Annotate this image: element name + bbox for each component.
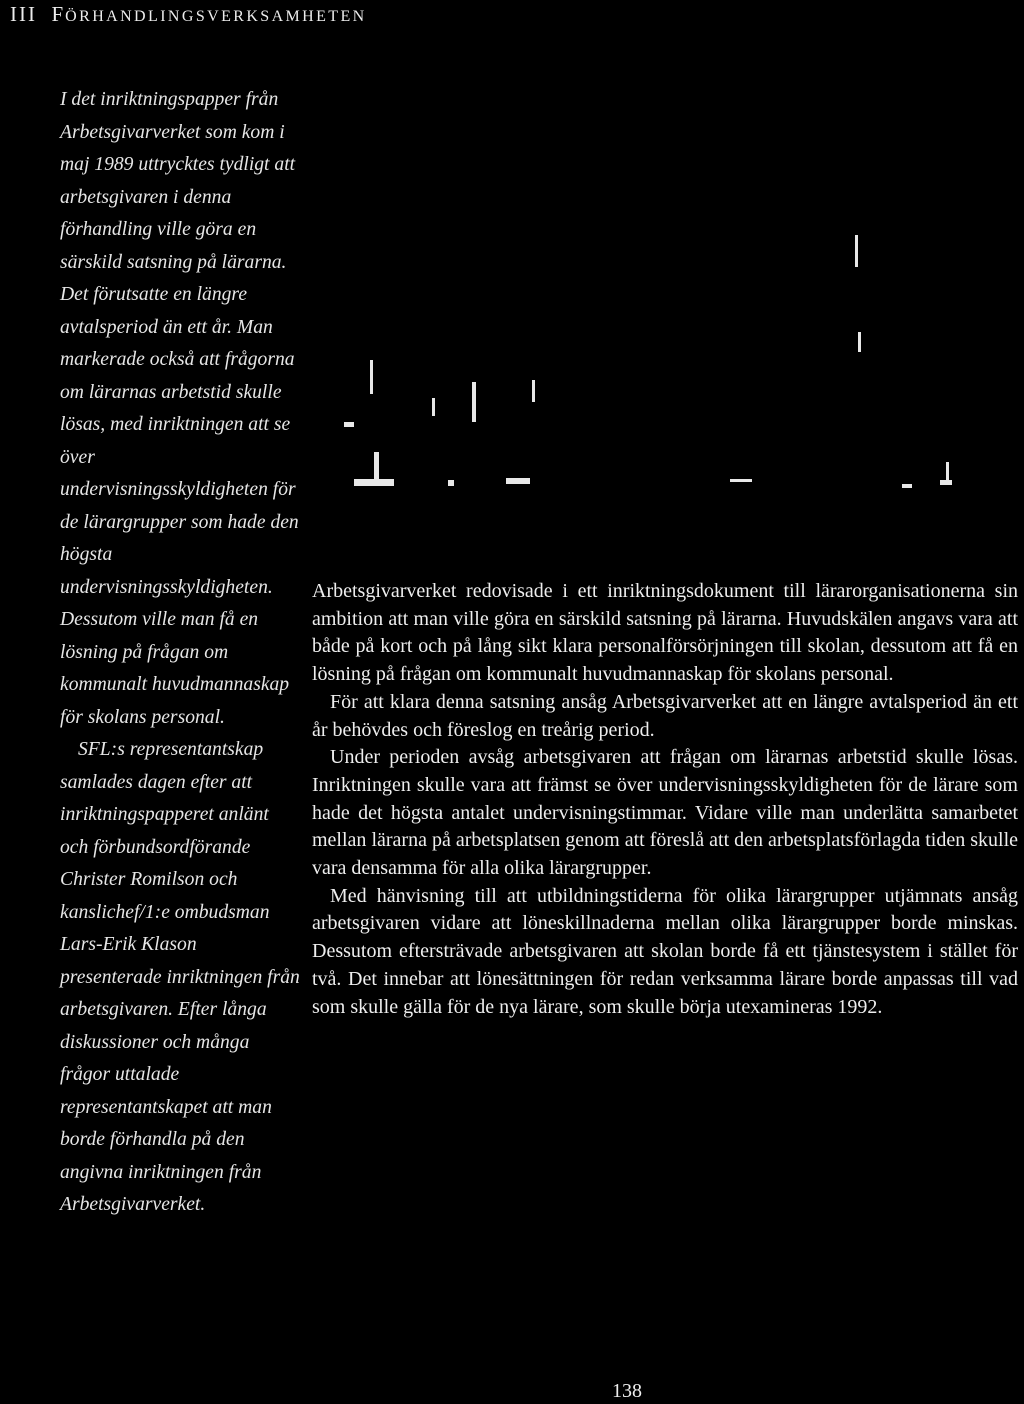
margin-note-paragraph: I det inriktningspapper från Arbetsgivarverket som kom i maj 1989 uttrycktes tydligt att arbetsgivaren i denna förhandling ville göra en särskild satsning på lärarna. Det förutsatte en längre avtalsperiod än ett år. Man markerade också att frågorna om lärarnas arbetstid skulle lösas, med inriktningen att se över undervisningsskyldigheten för de lärargrupper som hade den högsta undervisningsskyldigheten. Dessutom ville man få en lösning på frågan om kommunalt huvudmannaskap för skolans personal. <box>60 89 299 728</box>
photo-fragment <box>374 452 379 482</box>
photo-fragment <box>370 360 373 394</box>
section-numeral: III <box>10 2 37 26</box>
body-paragraph: Under perioden avsåg arbetsgivaren att frågan om lärarnas arbetstid skulle lösas. Inriktningen skulle vara att främst se över undervisningsskyldigheten för de lärare som hade det högsta antalet undervisningstimmar. Vidare ville man underlätta samarbetet mellan lärarna på arbetsplatsen genom att föreslå att den arbetsplatsförlagda tiden skulle vara densamma för alla olika lärargrupper. <box>312 746 1018 880</box>
header-title-initial: F <box>51 2 66 26</box>
photo-fragment <box>472 382 476 422</box>
page-number: 138 <box>612 1380 642 1402</box>
photo-fragment <box>354 479 394 486</box>
photo-fragment <box>730 479 752 482</box>
margin-note-paragraph: SFL:s representantskap samlades dagen efter att inriktningspapperet anlänt och förbundsordförande Christer Romilson och kanslichef/1:e ombudsman Lars-Erik Klason presenterade inriktningen från arbetsgivaren. Efter långa diskussioner och många frågor uttalade representantskapet att man borde förhandla på den angivna inriktningen från Arbetsgivarverket. <box>60 739 300 1215</box>
margin-note <box>60 84 300 1222</box>
photo-fragment <box>432 398 435 416</box>
faded-photo-illustration <box>310 80 1024 580</box>
photo-fragment <box>902 484 912 488</box>
photo-fragment <box>532 380 535 402</box>
running-header <box>10 2 367 27</box>
body-paragraph: Arbetsgivarverket redovisade i ett inriktningsdokument till lärarorganisationerna sin ambition att man ville göra en särskild satsning på lärarna. Huvudskälen angavs vara att både på kort och på lång sikt klara personalförsörjningen till skolan, dessutom att få en lösning på frågan om kommunalt huvudmannaskap för skolans personal. <box>312 580 1018 686</box>
body-paragraph: För att klara denna satsning ansåg Arbetsgivarverket att en längre avtalsperiod än ett år behövdes och föreslog en treårig period. <box>312 690 1018 741</box>
body-text <box>312 578 1018 1021</box>
photo-fragment <box>448 480 454 486</box>
photo-fragment <box>344 422 354 427</box>
body-paragraph: Med hänvisning till att utbildningstiderna för olika lärargrupper utjämnats ansåg arbetsgivaren vidare att löneskillnaderna mellan olika lärargrupper borde minskas. Dessutom eftersträvade arbetsgivaren att skolan borde få ett tjänstesystem i stället för två. Det innebar att lönesättningen för redan verksamma lärare borde anpassas till vad som skulle gälla för de nya lärare, som skulle börja utexamineras 1992. <box>312 884 1018 1018</box>
photo-fragment <box>506 478 530 484</box>
photo-fragment <box>855 235 858 267</box>
header-title: ÖRHANDLINGSVERKSAMHETEN <box>65 8 367 25</box>
photo-fragment <box>940 480 952 485</box>
photo-fragment <box>946 462 949 480</box>
photo-fragment <box>858 332 861 352</box>
